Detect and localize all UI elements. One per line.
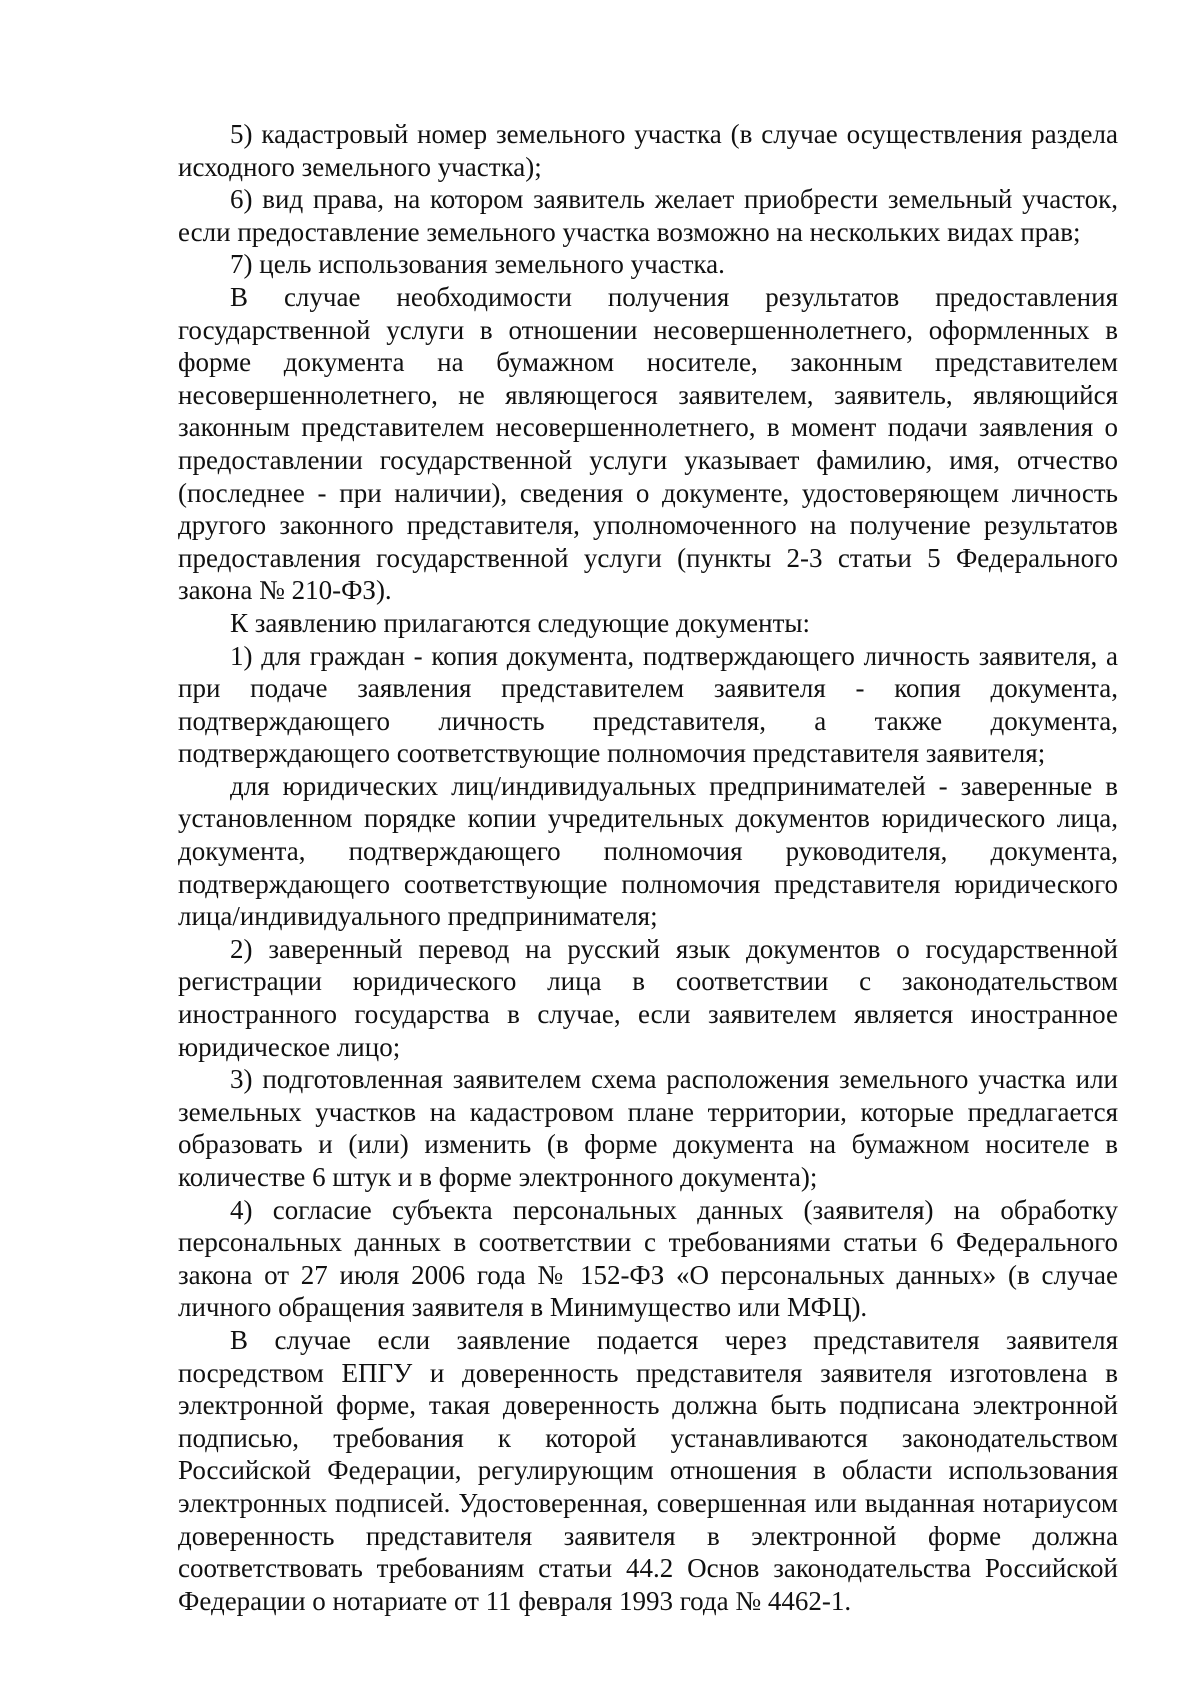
paragraph-attachment-2: 2) заверенный перевод на русский язык документов о государственной регистрации юридического лица в соответствии с законодательством иностранного государства в случае, если заявителем является иностранное юридическое лицо; <box>178 933 1118 1062</box>
paragraph-minor-representative: В случае необходимости получения результатов предоставления государственной услуги в отношении несовершеннолетнего, оформленных в форме документа на бумажном носителе, законным представителем несовершеннолетнего, не являющегося заявителем, заявитель, являющийся законным представителем несовершеннолетнего, в момент подачи заявления о предоставлении государственной услуги указывает фамилию, имя, отчество (последнее - при наличии), сведения о документе, удостоверяющем личность другого законного представителя, уполномоченного на получение результатов предоставления государственной услуги (пункты 2-3 статьи 5 Федерального закона № 210-ФЗ). <box>178 281 1118 606</box>
paragraph-attachment-3: 3) подготовленная заявителем схема расположения земельного участка или земельных участков на кадастровом плане территории, которые предлагается образовать и (или) изменить (в форме документа на бумажном носителе в количестве 6 штук и в форме электронного документа); <box>178 1064 1118 1192</box>
document-page <box>178 118 1118 1617</box>
paragraph-attachment-1: 1) для граждан - копия документа, подтверждающего личность заявителя, а при подаче заявления представителем заявителя - копия документа, подтверждающего личность представителя, а также документа, подтверждающего соответствующие полномочия представителя заявителя; <box>178 640 1118 769</box>
paragraph-item-5: 5) кадастровый номер земельного участка (в случае осуществления раздела исходного земельного участка); <box>178 119 1118 182</box>
paragraph-epgu-power-of-attorney: В случае если заявление подается через представителя заявителя посредством ЕПГУ и доверенность представителя заявителя изготовлена в электронной форме, такая доверенность должна быть подписана электронной подписью, требования к которой устанавливаются законодательством Российской Федерации, регулирующим отношения в области использования электронных подписей. Удостоверенная, совершенная или выданная нотариусом доверенность представителя заявителя в электронной форме должна соответствовать требованиям статьи 44.2 Основ законодательства Российской Федерации о нотариате от 11 февраля 1993 года № 4462-1. <box>178 1324 1118 1616</box>
paragraph-item-6: 6) вид права, на котором заявитель желает приобрести земельный участок, если предоставление земельного участка возможно на нескольких видах прав; <box>178 184 1118 247</box>
paragraph-attachments-intro: К заявлению прилагаются следующие документы: <box>230 607 811 638</box>
paragraph-item-7: 7) цель использования земельного участка. <box>230 249 725 280</box>
paragraph-attachment-legal-entities: для юридических лиц/индивидуальных предпринимателей - заверенные в установленном порядке копии учредительных документов юридического лица, документа, подтверждающего полномочия руководителя, документа, подтверждающего соответствующие полномочия представителя юридического лица/индивидуального предпринимателя; <box>178 770 1118 932</box>
paragraph-attachment-4: 4) согласие субъекта персональных данных (заявителя) на обработку персональных данных в соответствии с требованиями статьи 6 Федерального закона от 27 июля 2006 года № 152-ФЗ «О персональных данных» (в случае личного обращения заявителя в Минимущество или МФЦ). <box>178 1194 1118 1323</box>
